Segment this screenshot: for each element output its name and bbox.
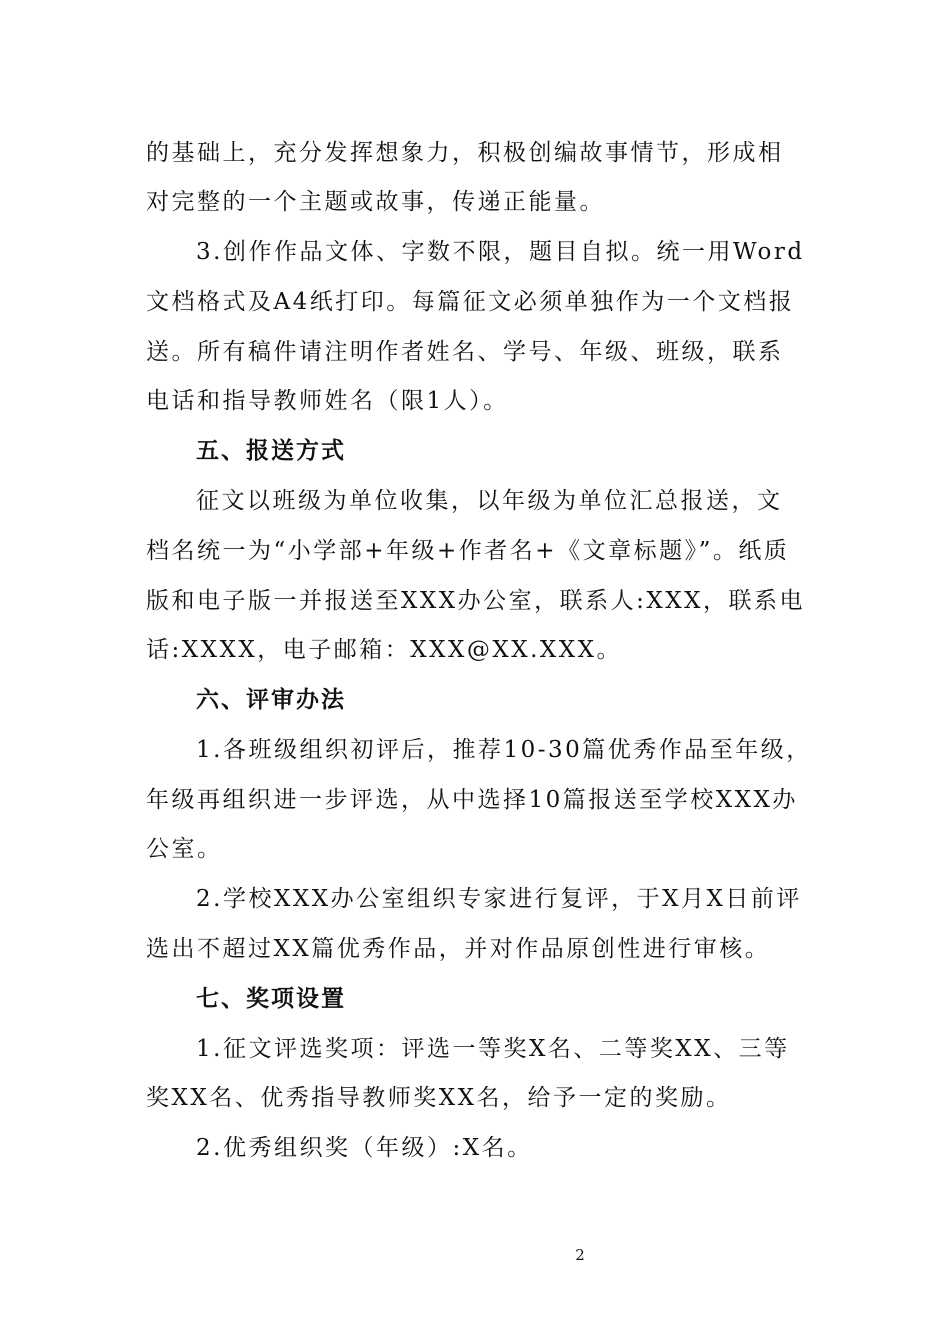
body-text-line: 的基础上，充分发挥想象力，积极创编故事情节，形成相 [146, 140, 784, 166]
body-text-line: 2.优秀组织奖（年级）:X名。 [196, 1135, 533, 1161]
body-text-line: 电话和指导教师姓名（限1人）。 [146, 388, 509, 414]
body-text-line: 公室。 [146, 836, 223, 862]
body-text-line: 1.各班级组织初评后，推荐10-30篇优秀作品至年级， [196, 737, 812, 763]
body-text-line: 文档格式及A4纸打印。每篇征文必须单独作为一个文档报 [146, 289, 795, 315]
page-number: 2 [575, 1246, 585, 1264]
body-text-line: 年级再组织进一步评选，从中选择10篇报送至学校XXX办 [146, 787, 798, 813]
body-text-line: 对完整的一个主题或故事，传递正能量。 [146, 189, 605, 215]
section-heading: 六、评审办法 [196, 687, 346, 713]
body-text-line: 档名统一为“小学部+年级+作者名+《文章标题》”。纸质 [146, 538, 790, 564]
body-text-line: 2.学校XXX办公室组织专家进行复评，于X月X日前评 [196, 886, 802, 912]
body-text-line: 征文以班级为单位收集，以年级为单位汇总报送，文 [196, 488, 783, 514]
body-text-line: 3.创作作品文体、字数不限，题目自拟。统一用Word [196, 239, 805, 265]
section-heading: 五、报送方式 [196, 438, 346, 464]
body-text-line: 送。所有稿件请注明作者姓名、学号、年级、班级，联系 [146, 339, 784, 365]
body-text-line: 1.征文评选奖项：评选一等奖X名、二等奖XX、三等 [196, 1036, 790, 1062]
section-heading: 七、奖项设置 [196, 986, 346, 1012]
body-text-line: 版和电子版一并报送至XXX办公室，联系人:XXX，联系电 [146, 588, 805, 614]
body-text-line: 话:XXXX，电子邮箱：XXX@XX.XXX。 [146, 637, 623, 663]
body-text-line: 奖XX名、优秀指导教师奖XX名，给予一定的奖励。 [146, 1085, 732, 1111]
body-text-line: 选出不超过XX篇优秀作品，并对作品原创性进行审核。 [146, 936, 771, 962]
